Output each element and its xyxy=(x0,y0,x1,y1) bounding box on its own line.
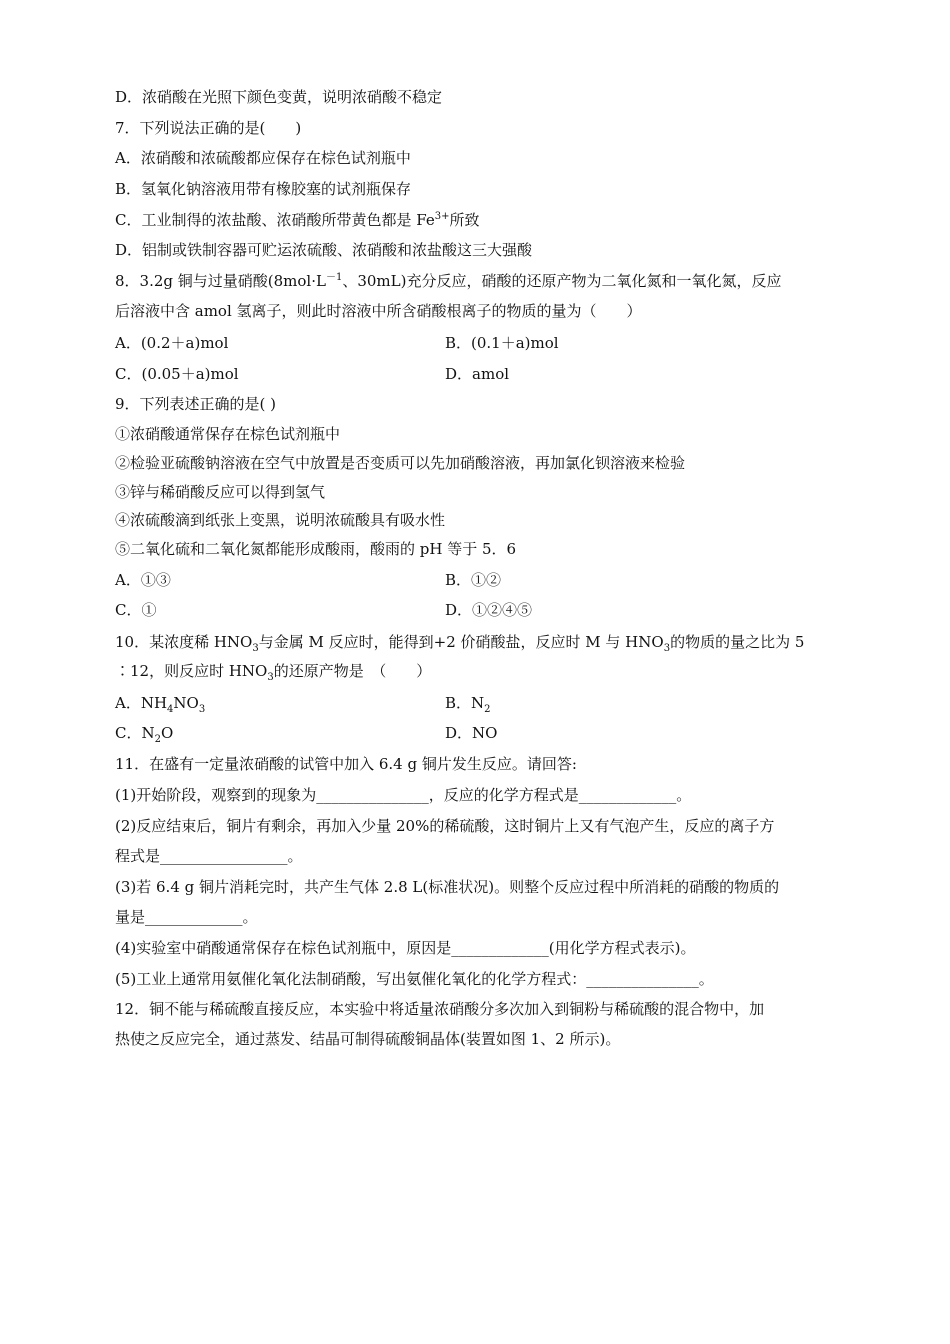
q11-part-5: (5)工业上通常用氨催化氧化法制硝酸，写出氨催化氧化的化学方程式：_______________。 xyxy=(115,970,714,988)
q9-statement-4: ④浓硫酸滴到纸张上变黑，说明浓硫酸具有吸水性 xyxy=(115,511,446,529)
q7-option-b: B．氢氧化钠溶液用带有橡胶塞的试剂瓶保存 xyxy=(115,180,412,198)
q9-statement-2: ②检验亚硫酸钠溶液在空气中放置是否变质可以先加硝酸溶液，再加氯化钡溶液来检验 xyxy=(115,454,686,472)
q9-statement-3: ③锌与稀硝酸反应可以得到氢气 xyxy=(115,483,326,501)
q12-stem-line2: 热使之反应完全，通过蒸发、结晶可制得硫酸铜晶体(装置如图 1、2 所示)。 xyxy=(115,1030,621,1048)
q11-part-3-line2: 量是_____________。 xyxy=(115,908,258,926)
q8-option-a: A．(0.2＋a)mol xyxy=(115,334,229,352)
q9-option-b: B．①② xyxy=(445,571,502,589)
q6-option-d: D．浓硝酸在光照下颜色变黄，说明浓硝酸不稳定 xyxy=(115,88,443,106)
q11-part-2-line1: (2)反应结束后，铜片有剩余，再加入少量 20%的稀硫酸，这时铜片上又有气泡产生，反应的离子方 xyxy=(115,817,775,835)
q8-option-d: D．amol xyxy=(445,365,510,383)
q8-stem-line1: 8．3.2g 铜与过量硝酸($8mol\cdot L^{-1}$、30mL)充分反应，硝酸的还原产物为二氧化氮和一氧化氮，反应 xyxy=(115,272,782,290)
q10-stem-line2: ∶12，则反应时 $HNO_3$的还原产物是 （ ） xyxy=(115,662,432,683)
q7-option-a: A．浓硝酸和浓硫酸都应保存在棕色试剂瓶中 xyxy=(115,149,411,167)
q8-stem-line2: 后溶液中含 amol 氢离子，则此时溶液中所含硝酸根离子的物质的量为（ ） xyxy=(115,302,642,320)
q11-part-3-line1: (3)若 6.4 g 铜片消耗完时，共产生气体 2.8 L(标准状况)。则整个反应过程中所消耗的硝酸的物质的 xyxy=(115,878,780,896)
q10-option-b: B．$N_2$ xyxy=(445,694,491,715)
q7-option-d: D．铝制或铁制容器可贮运浓硫酸、浓硝酸和浓盐酸这三大强酸 xyxy=(115,241,533,259)
q9-statement-1: ①浓硝酸通常保存在棕色试剂瓶中 xyxy=(115,425,341,443)
q11-stem: 11．在盛有一定量浓硝酸的试管中加入 6.4 g 铜片发生反应。请回答: xyxy=(115,755,577,773)
q8-option-b: B．(0.1＋a)mol xyxy=(445,334,559,352)
q11-part-4: (4)实验室中硝酸通常保存在棕色试剂瓶中，原因是_____________(用化学方程式表示)。 xyxy=(115,939,696,957)
q7-option-c: C．工业制得的浓盐酸、浓硝酸所带黄色都是 $Fe^{3+}$所致 xyxy=(115,211,480,229)
q9-option-a: A．①③ xyxy=(115,571,171,589)
q11-part-1: (1)开始阶段，观察到的现象为_______________，反应的化学方程式是_____________。 xyxy=(115,786,692,804)
q9-option-d: D．①②④⑤ xyxy=(445,601,533,619)
q9-statement-5: ⑤二氧化硫和二氧化氮都能形成酸雨，酸雨的 pH 等于 5．6 xyxy=(115,540,517,558)
q10-stem-line1: 10．某浓度稀 $HNO_3$与金属 M 反应时，能得到+2 价硝酸盐，反应时 M 与 $HNO_3$的物质的量之比为 5 xyxy=(115,633,805,654)
q11-part-2-line2: 程式是_________________。 xyxy=(115,847,303,865)
q10-option-a: A．$NH_4NO_3$ xyxy=(115,694,206,715)
q8-option-c: C．(0.05＋a)mol xyxy=(115,365,239,383)
q10-option-d: D．NO xyxy=(445,724,498,742)
q9-stem: 9．下列表述正确的是( ) xyxy=(115,395,277,413)
q10-option-c: C．$N_2O$ xyxy=(115,724,174,745)
q12-stem-line1: 12．铜不能与稀硫酸直接反应，本实验中将适量浓硝酸分多次加入到铜粉与稀硫酸的混合物中，加 xyxy=(115,1000,765,1018)
q7-stem: 7．下列说法正确的是( ) xyxy=(115,119,302,137)
q9-option-c: C．① xyxy=(115,601,157,619)
